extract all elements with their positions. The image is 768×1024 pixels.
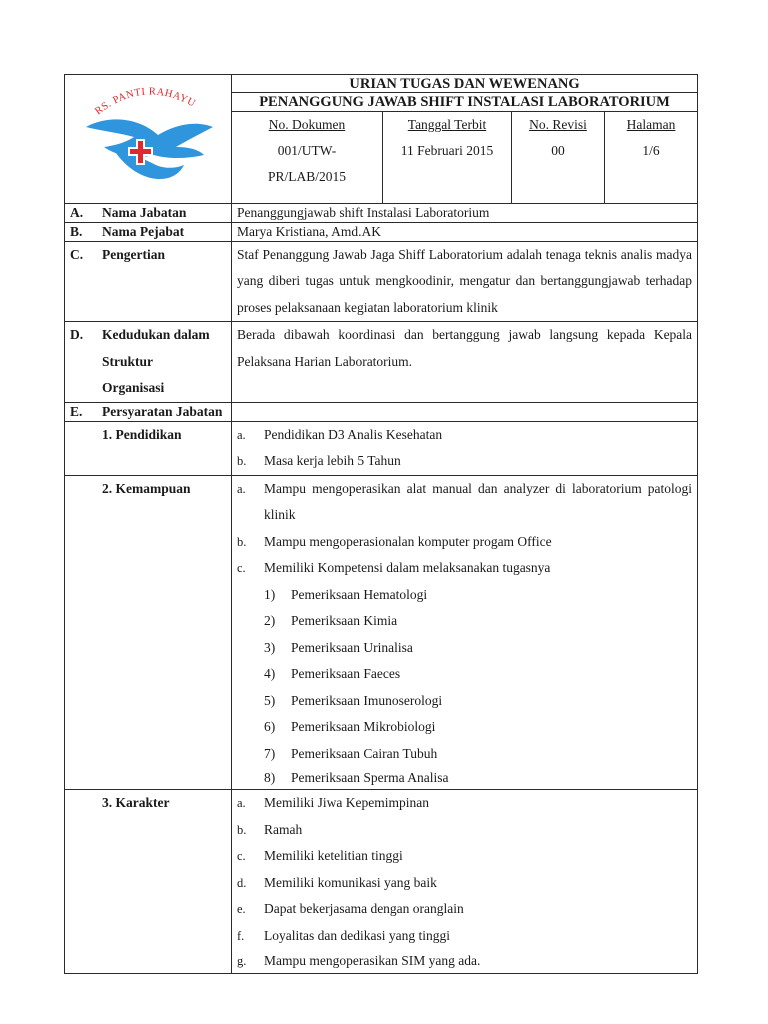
list-item: g. Mampu mengoperasikan SIM yang ada. [237,953,481,968]
list-item: b. Mampu mengoperasionalan komputer progam Office [237,533,552,549]
pendidikan-list [232,421,698,475]
halaman-cell [605,112,698,204]
sub-list-item: 5) Pemeriksaan Imunoserologi [264,692,443,708]
section-b-label: B. Nama Pejabat [65,222,232,241]
list-item: e. Dapat bekerjasama dengan oranglain [237,901,464,916]
list-item: a. Memiliki Jiwa Kepemimpinan [237,795,429,810]
list-item: a. Mampu mengoperasikan alat manual dan analyzer di laboratorium patologi klinik [237,480,693,522]
hospital-logo-icon [68,75,228,193]
section-c-label: C. Pengertian [65,241,232,322]
list-item: b. Masa kerja lebih 5 Tahun [237,453,401,468]
sub-list-item: 4) Pemeriksaan Faeces [264,666,401,681]
sub-list-item: 1) Pemeriksaan Hematologi [264,586,428,602]
no-dokumen-cell [232,112,383,204]
list-item: b. Ramah [237,821,303,837]
no-dokumen-value-line1: 001/UTW- [277,143,337,158]
svg-text:RS. PANTI RAHAYU [93,86,197,117]
list-item: d. Memiliki komunikasi yang baik [237,874,437,890]
list-item: c. Memiliki Kompetensi dalam melaksanakan tugasnya [237,560,551,575]
section-d-label: D. Kedudukan dalam Struktur Organisasi [65,322,232,403]
section-c-value: Staf Penanggung Jawab Jaga Shiff Laboratorium adalah tenaga teknis analis madya yang diberi tugas untuk mengkoodinir, mengatur dan bertanggungjawab terhadap proses pelaksanaan kegiatan laboratorium klinik [232,241,698,322]
kemampuan-label: 2. Kemampuan [65,475,232,790]
sub-list-item: 7) Pemeriksaan Cairan Tubuh [264,745,438,761]
halaman-value: 1/6 [642,143,660,158]
no-revisi-cell [512,112,605,204]
hospital-logo [65,75,232,204]
sub-list-item: 6) Pemeriksaan Mikrobiologi [264,719,436,734]
section-b-value: Marya Kristiana, Amd.AK [232,222,698,241]
section-e-label: E. Persyaratan Jabatan [65,402,232,421]
section-a-value: Penanggungjawab shift Instalasi Laboratorium [232,203,698,222]
list-item: f. Loyalitas dan dedikasi yang tinggi [237,927,450,943]
document-subtitle: PENANGGUNG JAWAB SHIFT INSTALASI LABORATORIUM [232,93,698,112]
section-a-label: A. Nama Jabatan [65,203,232,222]
tanggal-terbit-cell [383,112,512,204]
section-d-value: Berada dibawah koordinasi dan bertanggung jawab langsung kepada Kepala Pelaksana Harian Laboratorium. [232,322,698,403]
document-title: URIAN TUGAS DAN WEWENANG [232,75,698,93]
karakter-list [232,790,698,974]
tanggal-terbit-label: Tanggal Terbit [407,117,487,132]
job-description-table [64,74,698,974]
logo-arc-text: RS. PANTI RAHAYU [93,86,198,118]
list-item: c. Memiliki ketelitian tinggi [237,848,403,863]
no-revisi-label: No. Revisi [529,117,587,132]
pendidikan-label: 1. Pendidikan [65,421,232,475]
tanggal-terbit-value: 11 Februari 2015 [400,143,494,158]
sub-list-item: 2) Pemeriksaan Kimia [264,613,398,628]
kemampuan-list [232,475,698,790]
halaman-label: Halaman [626,117,676,132]
list-item: a. Pendidikan D3 Analis Kesehatan [237,426,443,442]
no-revisi-value: 00 [551,143,565,158]
karakter-label: 3. Karakter [65,790,232,974]
sub-list-item: 3) Pemeriksaan Urinalisa [264,639,413,655]
sub-list-item: 8) Pemeriksaan Sperma Analisa [264,770,449,785]
no-dokumen-value-line2: PR/LAB/2015 [267,169,346,184]
no-dokumen-label: No. Dokumen [268,117,346,132]
